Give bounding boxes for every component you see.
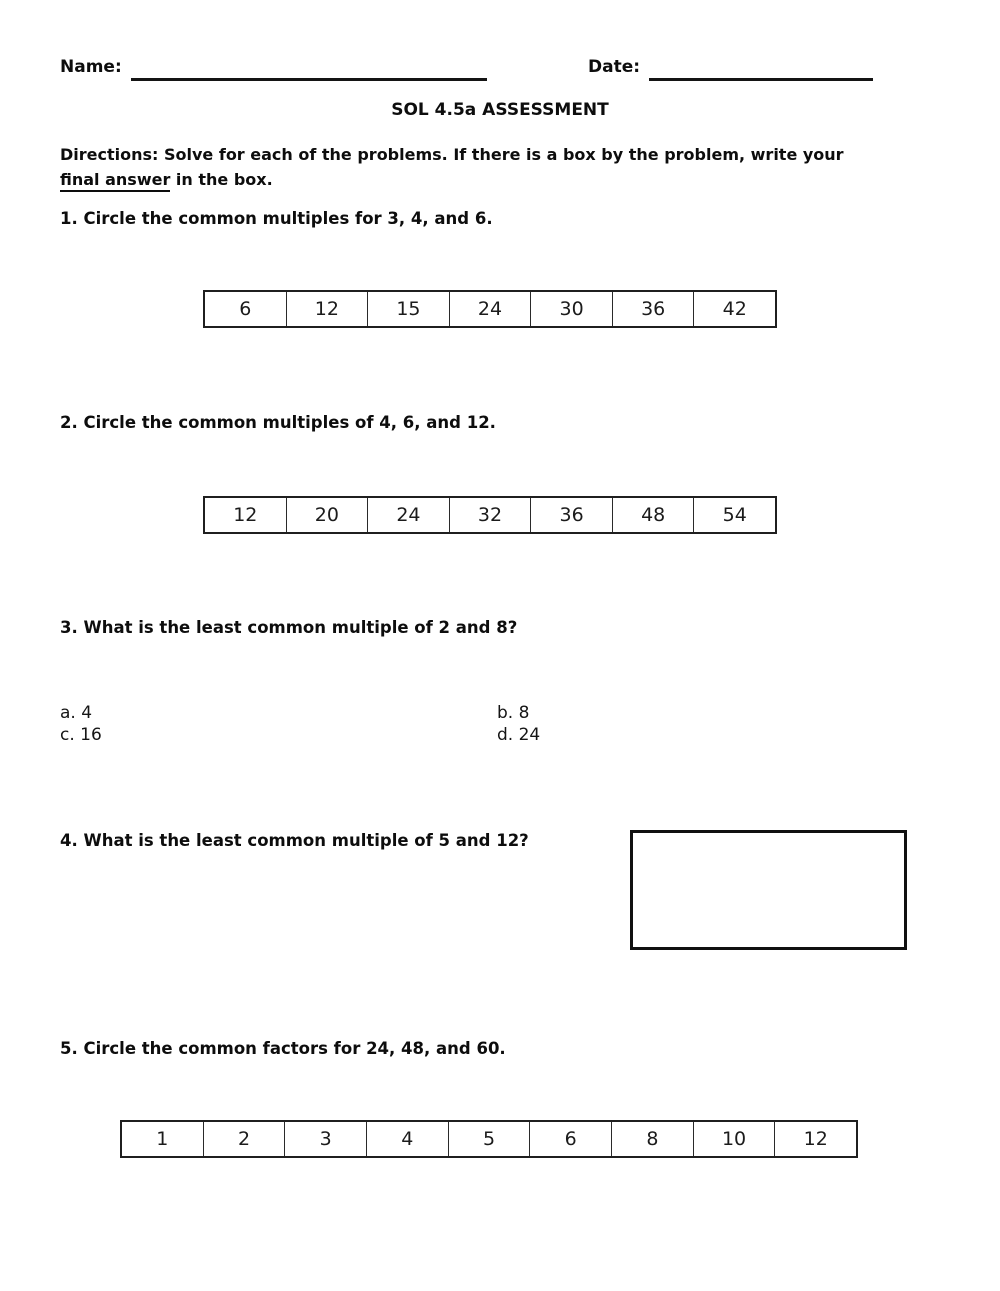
question-1-text: 1. Circle the common multiples for 3, 4, and 6. <box>60 209 493 228</box>
table-cell[interactable]: 3 <box>284 1122 366 1156</box>
directions-line-2-rest: in the box. <box>170 170 273 189</box>
table-cell[interactable]: 4 <box>366 1122 448 1156</box>
directions-line-2 <box>60 167 970 192</box>
table-cell[interactable]: 24 <box>449 292 531 326</box>
question-3-options-left-column <box>60 702 102 746</box>
directions-underlined-phrase: final answer <box>60 170 170 192</box>
table-cell[interactable]: 8 <box>611 1122 693 1156</box>
question-2-number-table <box>203 496 777 534</box>
table-cell[interactable]: 6 <box>239 298 252 320</box>
option-b[interactable]: b. 8 <box>497 703 530 723</box>
table-cell[interactable]: 36 <box>612 292 694 326</box>
table-cell[interactable]: 1 <box>156 1128 169 1150</box>
question-5-text: 5. Circle the common factors for 24, 48, and 60. <box>60 1039 506 1058</box>
name-label: Name: <box>60 57 122 77</box>
directions <box>60 142 970 192</box>
table-cell[interactable]: 12 <box>774 1122 856 1156</box>
table-cell[interactable]: 30 <box>530 292 612 326</box>
date-label: Date: <box>588 57 641 77</box>
option-d[interactable]: d. 24 <box>497 725 541 745</box>
table-cell[interactable]: 10 <box>693 1122 775 1156</box>
table-cell[interactable]: 42 <box>693 292 775 326</box>
name-field <box>60 57 487 77</box>
question-3-text: 3. What is the least common multiple of 2 and 8? <box>60 618 518 637</box>
option-a[interactable]: a. 4 <box>60 703 93 723</box>
table-cell[interactable]: 36 <box>530 498 612 532</box>
directions-line-1: Directions: Solve for each of the problems. If there is a box by the problem, write your <box>60 145 844 164</box>
table-cell[interactable]: 48 <box>612 498 694 532</box>
answer-box[interactable] <box>630 830 907 950</box>
table-cell[interactable]: 2 <box>203 1122 285 1156</box>
date-blank-line[interactable] <box>649 62 873 81</box>
table-cell[interactable]: 24 <box>367 498 449 532</box>
question-3-options-right-column <box>497 702 540 746</box>
table-cell[interactable]: 12 <box>286 292 368 326</box>
question-2-text: 2. Circle the common multiples of 4, 6, and 12. <box>60 413 496 432</box>
table-cell[interactable]: 15 <box>367 292 449 326</box>
date-field <box>588 57 873 77</box>
option-c[interactable]: c. 16 <box>60 725 102 745</box>
table-cell[interactable]: 6 <box>529 1122 611 1156</box>
question-1-number-table <box>203 290 777 328</box>
question-4-text: 4. What is the least common multiple of 5 and 12? <box>60 831 529 850</box>
page-title: SOL 4.5a ASSESSMENT <box>391 100 609 120</box>
table-cell[interactable]: 32 <box>449 498 531 532</box>
table-cell[interactable]: 54 <box>693 498 775 532</box>
table-cell[interactable]: 20 <box>286 498 368 532</box>
table-cell[interactable]: 12 <box>233 504 258 526</box>
table-cell[interactable]: 5 <box>448 1122 530 1156</box>
question-5-number-table <box>120 1120 858 1158</box>
name-blank-line[interactable] <box>131 62 487 81</box>
